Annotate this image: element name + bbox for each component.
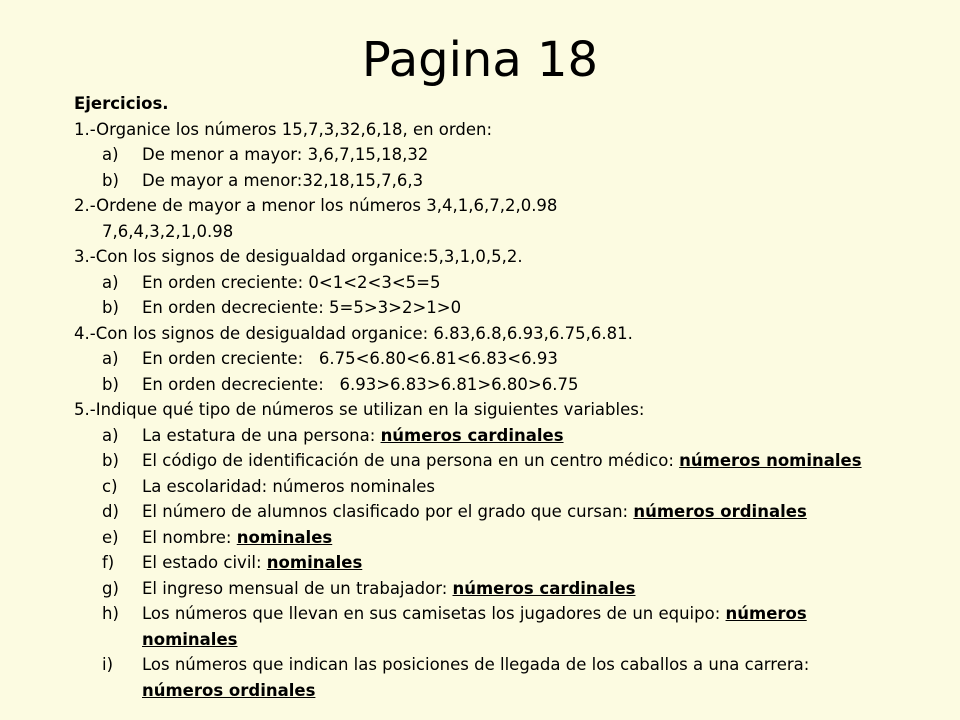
item-text: De menor a mayor: 3,6,7,15,18,32: [142, 145, 429, 164]
item-text: En orden creciente: 0<1<2<3<5=5: [142, 272, 441, 292]
item-answer: números cardinales: [452, 578, 636, 598]
question-5-item-h: [74, 601, 944, 627]
item-text: Los números que llevan en sus camisetas los jugadores de un equipo:: [142, 604, 726, 623]
question-5-item-h-continuation: [74, 627, 944, 653]
question-4-item-a: [74, 346, 944, 372]
item-text: En orden decreciente: 6.93>6.83>6.81>6.80>6.75: [142, 374, 579, 394]
item-label: g): [102, 578, 119, 598]
item-label: h): [102, 604, 119, 623]
question-5-item-f: [74, 550, 944, 576]
item-answer-continuation: números ordinales: [142, 680, 316, 700]
item-text: En orden decreciente: 5=5>3>2>1>0: [142, 298, 462, 317]
item-text: El número de alumnos clasificado por el grado que cursan:: [142, 502, 634, 521]
question-5-item-g: [74, 576, 944, 602]
question-1-item-a: [74, 142, 944, 168]
exercises-heading: Ejercicios.: [74, 94, 169, 113]
item-label: b): [102, 374, 119, 394]
item-label: a): [102, 349, 119, 368]
question-5-item-a: [74, 423, 944, 449]
question-5-item-c: [74, 474, 944, 500]
item-label: a): [102, 425, 119, 445]
item-label: b): [102, 170, 119, 190]
question-3-item-a: [74, 270, 944, 296]
item-label: b): [102, 451, 119, 470]
question-3-item-b: [74, 295, 944, 321]
item-answer: nominales: [266, 553, 363, 572]
question-1-item-b: [74, 168, 944, 194]
item-text: El estado civil:: [142, 553, 267, 572]
item-text: De mayor a menor:32,18,15,7,6,3: [142, 170, 424, 190]
item-text: El código de identificación de una persona en un centro médico:: [142, 451, 680, 470]
question-5-item-e: [74, 525, 944, 551]
question-5-item-i: [74, 652, 944, 678]
item-answer: números cardinales: [380, 425, 564, 445]
exercise-body: [74, 91, 944, 703]
item-label: b): [102, 298, 119, 317]
item-label: i): [102, 655, 114, 674]
item-answer: nominales: [236, 527, 333, 547]
item-answer: números ordinales: [633, 502, 807, 521]
item-label: c): [102, 476, 118, 496]
item-answer: números: [725, 604, 807, 623]
question-5-item-b: [74, 448, 944, 474]
question-4: 4.-Con los signos de desigualdad organice: 6.83,6.8,6.93,6.75,6.81.: [74, 323, 633, 343]
page-title: Pagina 18: [361, 32, 599, 88]
item-label: d): [102, 502, 119, 521]
item-label: a): [102, 145, 119, 164]
item-label: e): [102, 527, 119, 547]
item-answer: números nominales: [679, 451, 862, 470]
item-answer-continuation: nominales: [142, 629, 238, 649]
item-text: La estatura de una persona:: [142, 425, 381, 445]
question-4-item-b: [74, 372, 944, 398]
question-5-item-d: [74, 499, 944, 525]
item-text: La escolaridad: números nominales: [142, 476, 435, 496]
question-2: 2.-Ordene de mayor a menor los números 3,4,1,6,7,2,0.98: [74, 196, 558, 215]
item-text: Los números que indican las posiciones de llegada de los caballos a una carrera:: [142, 655, 810, 674]
item-label: a): [102, 272, 119, 292]
question-5: 5.-Indique qué tipo de números se utilizan en la siguientes variables:: [74, 400, 645, 419]
item-text: En orden creciente: 6.75<6.80<6.81<6.83<6.93: [142, 349, 558, 368]
question-2-answer: 7,6,4,3,2,1,0.98: [102, 221, 234, 241]
item-label: f): [102, 553, 115, 572]
item-text: El ingreso mensual de un trabajador:: [142, 578, 453, 598]
item-text: El nombre:: [142, 527, 237, 547]
question-1: 1.-Organice los números 15,7,3,32,6,18, en orden:: [74, 119, 493, 139]
question-5-item-i-continuation: [74, 678, 944, 704]
question-3: 3.-Con los signos de desigualdad organice:5,3,1,0,5,2.: [74, 247, 523, 266]
